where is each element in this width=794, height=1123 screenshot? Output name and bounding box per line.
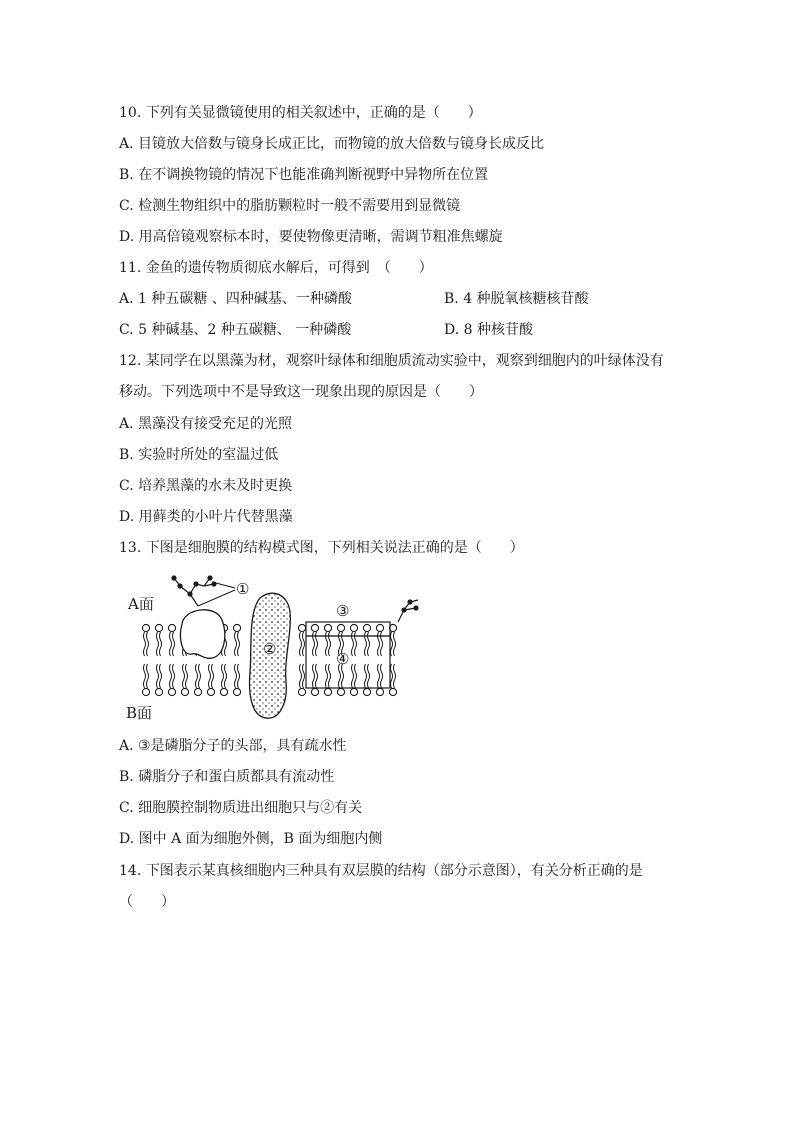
phospholipid-tail [157,664,162,688]
phospholipid-tail [209,664,214,688]
phospholipid-head [155,624,162,631]
q13-stem: 13. 下图是细胞膜的结构模式图，下列相关说法正确的是（ ） [119,540,524,556]
phospholipid-tail [196,664,201,688]
phospholipid-head [142,624,149,631]
phospholipid-head [311,688,318,695]
phospholipid-tail [326,664,331,688]
phospholipid-tail [352,664,357,688]
label-1-pointer-b [198,590,235,606]
phospholipid-tail [300,664,305,688]
phospholipid-tail [183,664,188,688]
phospholipid-head [168,624,175,631]
phospholipid-tail [170,632,175,656]
phospholipid-tail [313,664,318,688]
q11-stem: 11. 金鱼的遗传物质彻底水解后，可得到 （ ） [119,260,433,276]
phospholipid-tail [144,664,149,688]
phospholipid-head [376,624,383,631]
phospholipid-head [142,688,149,695]
phospholipid-head [155,688,162,695]
phospholipid-head [298,688,305,695]
q14-stem-line2: （ ） [119,894,175,910]
phospholipid-head [233,624,240,631]
phospholipid-tail [391,664,396,688]
side-b-label: B面 [126,704,153,722]
phospholipid-head [350,688,357,695]
q11-option-a: A. 1 种五碳糖 、四种碱基、一种磷酸 [119,291,352,307]
label-2: ② [263,640,277,658]
q14-stem-line1: 14. 下图表示某真核细胞内三种具有双层膜的结构（部分示意图），有关分析正确的是 [119,863,643,879]
q13-option-d: D. 图中 A 面为细胞外侧，B 面为细胞内侧 [119,831,383,847]
q12-stem-line2: 移动。下列选项中不是导致这一现象出现的原因是（ ） [119,384,483,400]
phospholipid-head [220,688,227,695]
q12-stem-line1: 12. 某同学在以黑藻为材，观察叶绿体和细胞质流动实验中，观察到细胞内的叶绿体没有 [119,353,664,369]
peripheral-protein [180,610,224,659]
q11-option-c: C. 5 种碱基、2 种五碳糖、 一种磷酸 [119,322,352,338]
phospholipid-head [311,624,318,631]
phospholipid-tail [300,632,305,656]
q12-option-a: A. 黑藻没有接受充足的光照 [119,416,293,432]
phospholipid-tail [157,632,162,656]
phospholipid-head [337,624,344,631]
cell-membrane-diagram [120,572,420,727]
phospholipid-head [376,688,383,695]
phospholipid-tail [222,664,227,688]
label-3: ③ [336,602,350,620]
phospholipid-tail [365,664,370,688]
q13-option-b: B. 磷脂分子和蛋白质都具有流动性 [119,769,335,785]
phospholipid-head [337,688,344,695]
label-1: ① [236,580,250,598]
q12-option-b: B. 实验时所处的室温过低 [119,447,279,463]
phospholipid-tail [391,632,396,656]
q13-option-a: A. ③是磷脂分子的头部，具有疏水性 [119,738,347,754]
side-a-label: A面 [128,595,154,613]
phospholipid-head [363,688,370,695]
q10-option-d: D. 用高倍镜观察标本时，要使物像更清晰，需调节粗准焦螺旋 [119,229,503,245]
phospholipid-head [363,624,370,631]
q12-option-d: D. 用藓类的小叶片代替黑藻 [119,509,293,525]
phospholipid-head [194,688,201,695]
phospholipid-head [181,688,188,695]
phospholipid-tail [170,664,175,688]
q13-option-c: C. 细胞膜控制物质进出细胞只与②有关 [119,800,363,816]
phospholipid-tail [235,664,240,688]
phospholipid-tail [235,632,240,656]
glycoprotein-chain-right [398,600,418,622]
phospholipid-head [207,688,214,695]
phospholipid-head [298,624,305,631]
q11-option-d: D. 8 种核苷酸 [444,322,533,338]
phospholipid-head [168,688,175,695]
q10-option-b: B. 在不调换物镜的情况下也能准确判断视野中异物所在位置 [119,167,489,183]
q10-stem: 10. 下列有关显微镜使用的相关叙述中，正确的是（ ） [119,105,482,121]
phospholipid-head [324,688,331,695]
q11-option-b: B. 4 种脱氧核糖核苷酸 [444,291,589,307]
phospholipid-head [389,688,396,695]
phospholipid-head [350,624,357,631]
phospholipid-tail [144,632,149,656]
q10-option-a: A. 目镜放大倍数与镜身长成正比，而物镜的放大倍数与镜身长成反比 [119,136,545,152]
phospholipid-head [233,688,240,695]
q12-option-c: C. 培养黑藻的水未及时更换 [119,478,293,494]
phospholipid-head [324,624,331,631]
label-4: ④ [336,650,350,668]
q10-option-c: C. 检测生物组织中的脂肪颗粒时一般不需要用到显微镜 [119,198,461,214]
phospholipid-tail [378,664,383,688]
